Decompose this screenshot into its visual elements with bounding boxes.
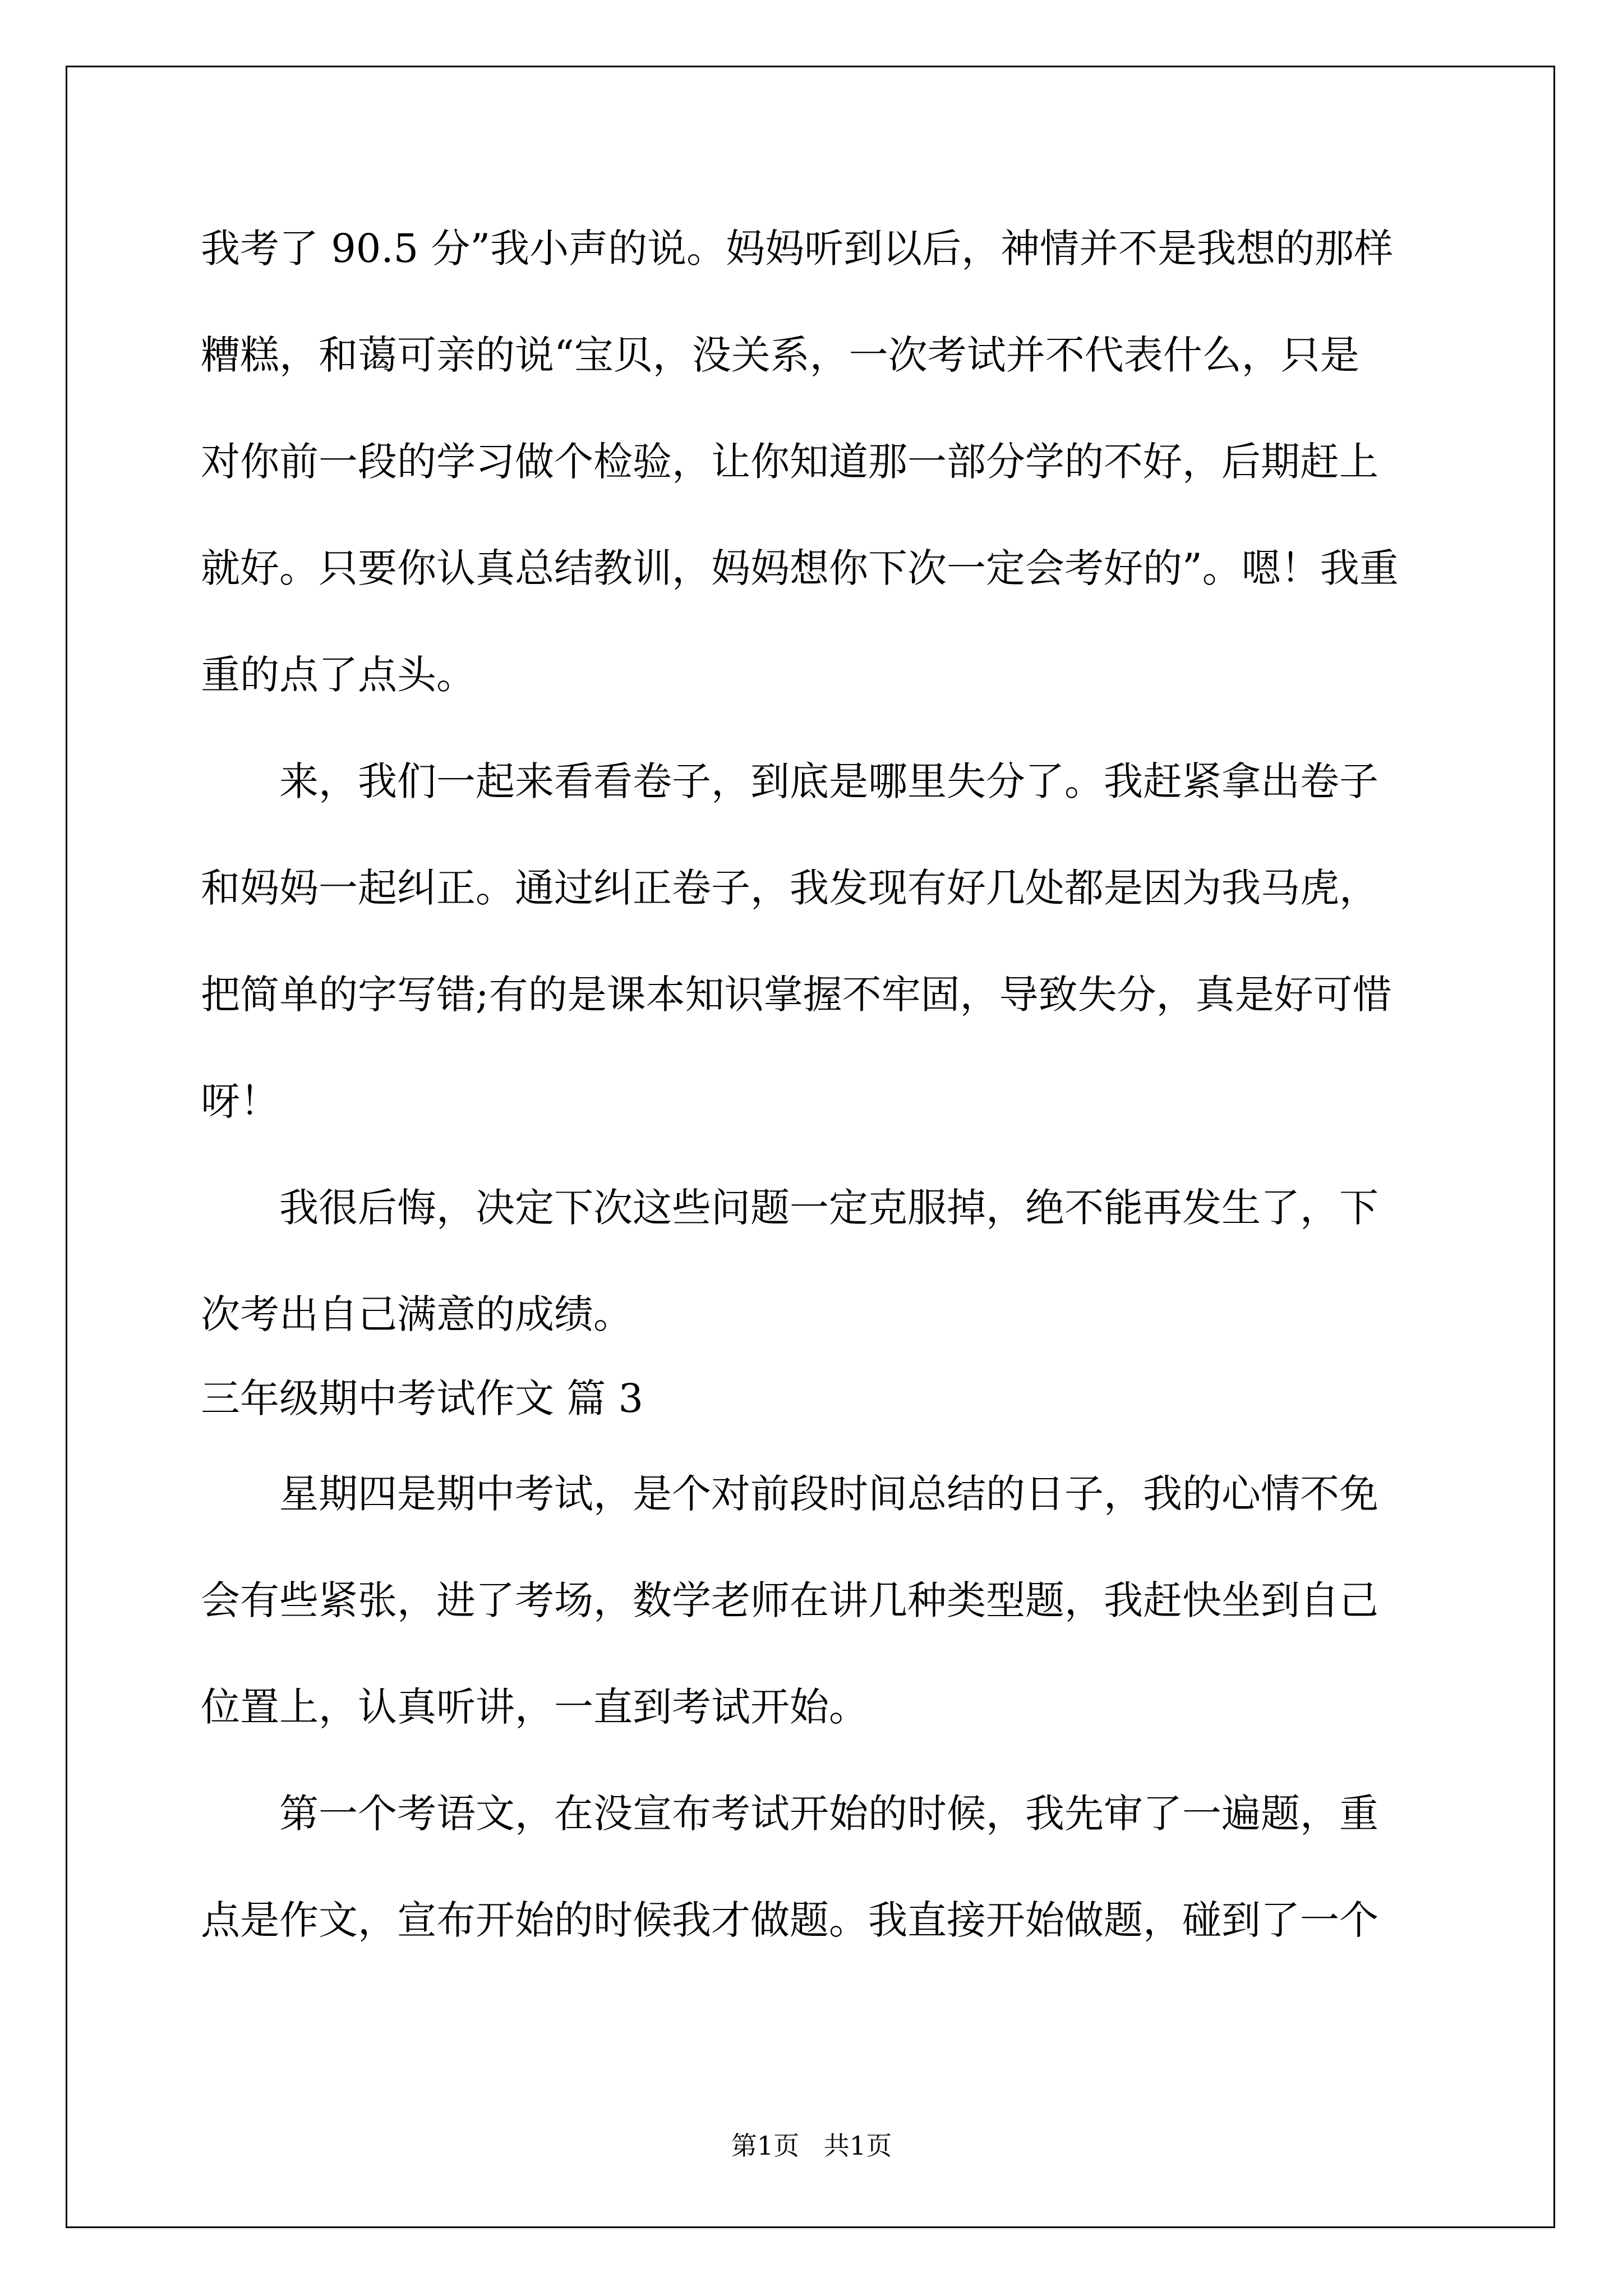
text-line: 对你前一段的学习做个检验，让你知道那一部分学的不好，后期赶上: [201, 439, 1378, 485]
text-line: 糟糕，和蔼可亲的说“宝贝，没关系，一次考试并不代表什么，只是: [201, 332, 1359, 378]
text-line: 就好。只要你认真总结教训，妈妈想你下次一定会考好的”。嗯！我重: [201, 545, 1399, 591]
text-line: 我很后悔，决定下次这些问题一定克服掉，绝不能再发生了，下: [201, 1185, 1378, 1231]
text-line: 会有些紧张，进了考场，数学老师在讲几种类型题，我赶快坐到自己: [201, 1577, 1378, 1623]
text-line: 重的点了点头。: [201, 652, 476, 698]
text-line: 来，我们一起来看看卷子，到底是哪里失分了。我赶紧拿出卷子: [201, 758, 1378, 804]
text-line: 呀！: [201, 1078, 279, 1124]
text-line: 点是作文，宣布开始的时候我才做题。我直接开始做题，碰到了一个: [201, 1897, 1378, 1943]
text-line: 次考出自己满意的成绩。: [201, 1291, 633, 1337]
text-line: 位置上，认真听讲，一直到考试开始。: [201, 1684, 868, 1730]
text-line: 我考了 90.5 分”我小声的说。妈妈听到以后，神情并不是我想的那样: [201, 226, 1394, 272]
page-footer: 第1页 共1页: [731, 2131, 892, 2161]
section-heading: 三年级期中考试作文 篇 3: [201, 1375, 644, 1421]
text-line: 把简单的字写错;有的是课本知识掌握不牢固，导致失分，真是好可惜: [201, 972, 1392, 1018]
text-line: 星期四是期中考试，是个对前段时间总结的日子，我的心情不免: [201, 1471, 1378, 1517]
text-line: 第一个考语文，在没宣布考试开始的时候，我先审了一遍题，重: [201, 1791, 1378, 1837]
text-line: 和妈妈一起纠正。通过纠正卷子，我发现有好几处都是因为我马虎，: [201, 865, 1378, 911]
